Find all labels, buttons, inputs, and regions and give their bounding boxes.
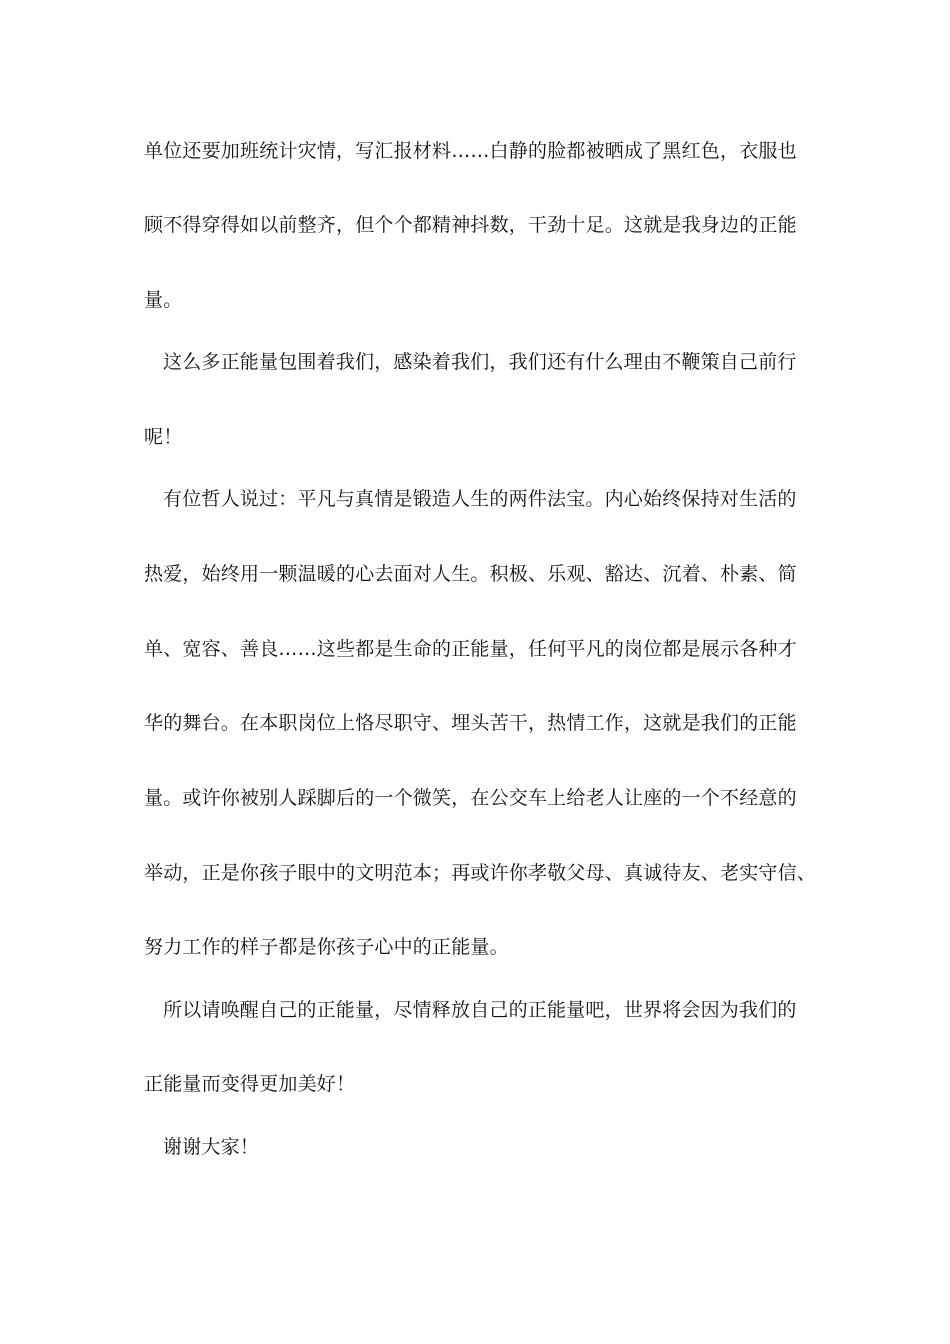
text-line: 量。或许你被别人踩脚后的一个微笑，在公交车上给老人让座的一个不经意的 (144, 787, 797, 809)
text-line: 量。 (144, 289, 183, 311)
text-line: 热爱，始终用一颗温暖的心去面对人生。积极、乐观、豁达、沉着、朴素、简 (144, 563, 797, 585)
text-line: 举动，正是你孩子眼中的文明范本；再或许你孝敬父母、真诚待友、老实守信、 (144, 862, 817, 884)
paragraph-start-line: 所以请唤醒自己的正能量，尽情释放自己的正能量吧，世界将会因为我们的 (163, 999, 797, 1021)
text-line: 正能量而变得更加美好！ (144, 1073, 356, 1095)
text-line: 华的舞台。在本职岗位上恪尽职守、埋头苦干，热情工作，这就是我们的正能 (144, 712, 797, 734)
closing-line: 谢谢大家！ (163, 1136, 260, 1158)
text-line: 努力工作的样子都是你孩子心中的正能量。 (144, 936, 509, 958)
text-line: 呢！ (144, 426, 183, 448)
text-line: 顾不得穿得如以前整齐，但个个都精神抖数，干劲十足。这就是我身边的正能 (144, 214, 797, 236)
paragraph-start-line: 这么多正能量包围着我们，感染着我们，我们还有什么理由不鞭策自己前行 (163, 351, 797, 373)
text-line: 单位还要加班统计灾情，写汇报材料……白静的脸都被晒成了黑红色，衣服也 (144, 140, 797, 162)
text-line: 单、宽容、善良……这些都是生命的正能量，任何平凡的岗位都是展示各种才 (144, 638, 797, 660)
paragraph-start-line: 有位哲人说过：平凡与真情是锻造人生的两件法宝。内心始终保持对生活的 (163, 488, 797, 510)
